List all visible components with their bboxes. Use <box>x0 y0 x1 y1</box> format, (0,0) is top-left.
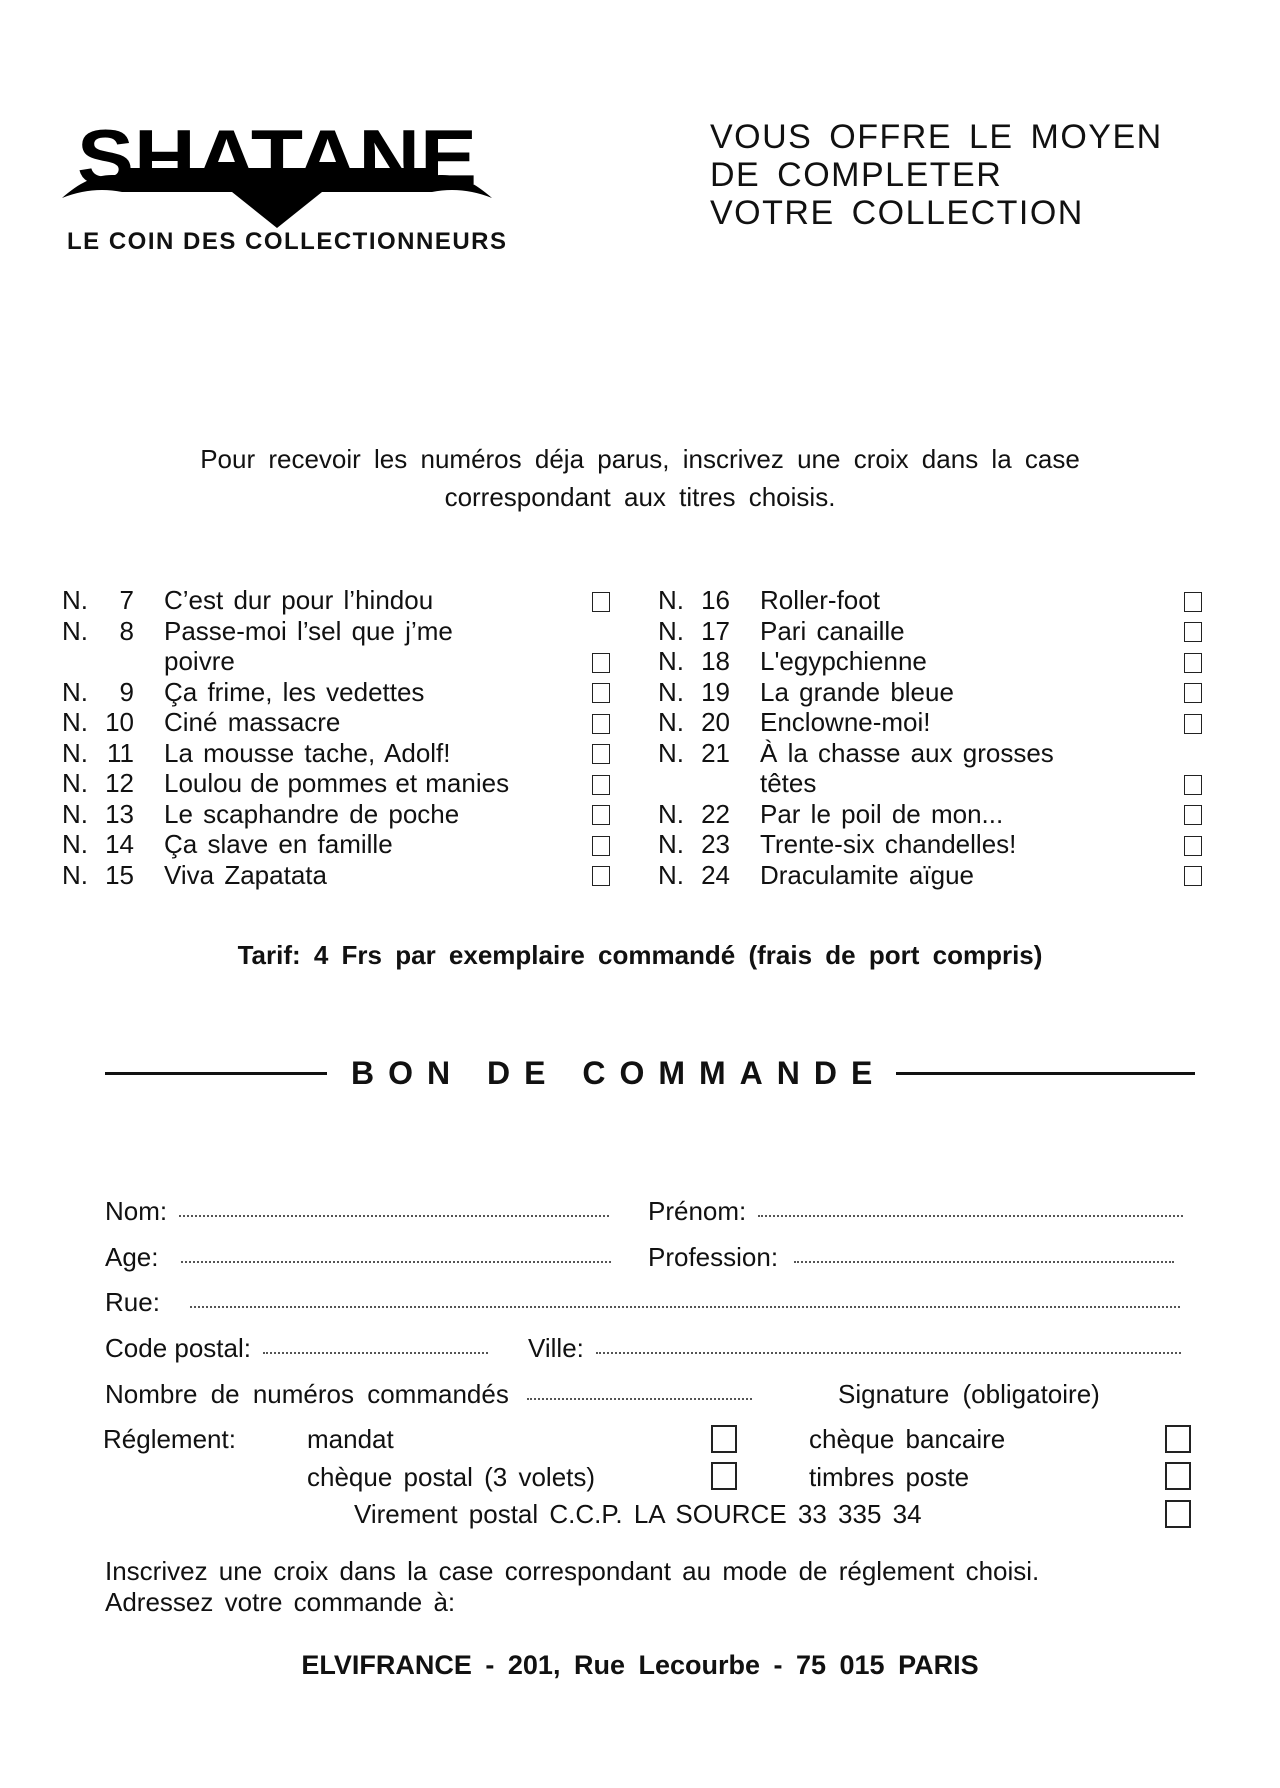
issue-number: 15 <box>105 859 134 890</box>
issue-prefix: N. <box>62 768 88 798</box>
input-profession[interactable] <box>794 1260 1174 1263</box>
payment-option-timbres-poste: timbres poste <box>809 1462 970 1492</box>
issue-item <box>62 616 612 677</box>
issue-number: 8 <box>119 615 134 646</box>
issue-title: Par le poil de mon... <box>760 798 1004 829</box>
offer-line: DE COMPLETER <box>710 156 1003 194</box>
issue-number: 13 <box>105 798 134 829</box>
issue-item <box>62 860 612 891</box>
issue-title: Enclowne-moi! <box>760 707 931 737</box>
issue-number: 18 <box>701 646 730 676</box>
field-signature <box>838 1379 1100 1410</box>
input-nombre[interactable] <box>527 1397 752 1400</box>
issue-prefix: N. <box>62 707 88 737</box>
field-label-nom: Nom: <box>105 1196 168 1226</box>
field-nombre <box>105 1379 752 1410</box>
payment-label: Réglement: <box>103 1424 236 1454</box>
intro-line: Pour recevoir les numéros déja parus, inscrivez une croix dans la case <box>200 444 1080 474</box>
issue-title: Loulou de pommes et manies <box>164 768 510 798</box>
input-nom[interactable] <box>179 1214 609 1217</box>
logo-subtitle: LE COIN DES COLLECTIONNEURS <box>67 228 508 255</box>
issue-prefix: N. <box>62 676 88 707</box>
issue-checkbox[interactable] <box>592 805 610 825</box>
offer-line: VOTRE COLLECTION <box>710 194 1084 232</box>
field-age <box>105 1242 611 1273</box>
issue-title: Pari canaille <box>760 615 905 646</box>
field-label-rue: Rue: <box>105 1287 160 1317</box>
issue-title: Ça slave en famille <box>164 829 393 859</box>
issue-prefix: N. <box>658 615 684 646</box>
order-form-title: BON DE COMMANDE <box>351 1055 887 1091</box>
issue-prefix: N. <box>658 737 684 768</box>
issue-number: 22 <box>701 798 730 829</box>
issue-checkbox[interactable] <box>1184 714 1202 734</box>
issue-item <box>658 860 1204 891</box>
issue-number: 14 <box>105 829 134 859</box>
issue-item <box>62 768 612 799</box>
issue-item <box>62 677 612 708</box>
instruction-line: Inscrivez une croix dans la case correspondant au mode de réglement choisi. <box>105 1556 1040 1586</box>
field-profession <box>648 1242 1174 1273</box>
issue-list-right <box>658 585 1204 890</box>
input-code-postal[interactable] <box>263 1351 488 1354</box>
issue-checkbox[interactable] <box>1184 683 1202 703</box>
issue-checkbox[interactable] <box>592 714 610 734</box>
checkbox-cheque-bancaire[interactable] <box>1165 1425 1191 1453</box>
issue-item <box>62 707 612 738</box>
issue-number: 7 <box>119 585 134 615</box>
issue-prefix: N. <box>658 585 684 615</box>
instruction-line: Adressez votre commande à: <box>105 1587 456 1617</box>
issue-item <box>62 585 612 616</box>
field-label-prenom: Prénom: <box>648 1196 747 1226</box>
tariff-text: Tarif: 4 Frs par exemplaire commandé (frais de port compris) <box>237 940 1043 970</box>
issue-item <box>658 585 1204 616</box>
issue-number: 9 <box>119 676 134 707</box>
issue-item <box>658 829 1204 860</box>
issue-item <box>62 799 612 830</box>
issue-title: À la chasse aux grosses têtes <box>760 737 1054 798</box>
issue-prefix: N. <box>658 798 684 829</box>
issue-title: Draculamite aïgue <box>760 859 974 890</box>
shatane-logo-graphic <box>62 110 492 230</box>
payment-option-cheque-postal: chèque postal (3 volets) <box>307 1462 596 1492</box>
issue-prefix: N. <box>658 859 684 890</box>
issue-title: L'egypchienne <box>760 646 927 676</box>
field-label-profession: Profession: <box>648 1242 779 1272</box>
field-rue <box>105 1287 1180 1318</box>
issue-checkbox[interactable] <box>592 836 610 856</box>
issue-prefix: N. <box>62 737 88 768</box>
issue-title: La grande bleue <box>760 676 954 707</box>
order-form-heading <box>105 1055 1195 1092</box>
issue-item <box>658 738 1204 799</box>
issue-title: La mousse tache, Adolf! <box>164 737 451 768</box>
issue-title: Passe-moi l’sel que j’me poivre <box>164 615 453 676</box>
issue-prefix: N. <box>62 585 88 615</box>
issue-checkbox[interactable] <box>592 744 610 764</box>
issue-number: 19 <box>701 676 730 707</box>
issue-title: Ciné massacre <box>164 707 341 737</box>
payment-option-virement: Virement postal C.C.P. LA SOURCE 33 335 34 <box>354 1499 922 1529</box>
divider-left <box>105 1072 327 1075</box>
issue-title: Le scaphandre de poche <box>164 798 460 829</box>
issue-number: 16 <box>701 585 730 615</box>
issue-title: Ça frime, les vedettes <box>164 676 425 707</box>
checkbox-virement[interactable] <box>1165 1500 1191 1528</box>
field-prenom <box>648 1196 1183 1227</box>
issue-number: 24 <box>701 859 730 890</box>
issue-title: C’est dur pour l’hindou <box>164 585 434 615</box>
issue-prefix: N. <box>62 798 88 829</box>
issue-prefix: N. <box>658 829 684 859</box>
issue-item <box>658 677 1204 708</box>
field-label-age: Age: <box>105 1242 159 1272</box>
issue-prefix: N. <box>62 829 88 859</box>
shatane-logo <box>62 110 492 230</box>
issue-title: Roller-foot <box>760 585 880 615</box>
issue-item <box>62 829 612 860</box>
divider-right <box>896 1072 1195 1075</box>
issue-checkbox[interactable] <box>1184 866 1202 886</box>
field-nom <box>105 1196 609 1227</box>
issue-number: 20 <box>701 707 730 737</box>
issue-checkbox[interactable] <box>1184 805 1202 825</box>
field-label-code-postal: Code postal: <box>105 1333 251 1363</box>
field-code-postal <box>105 1333 488 1364</box>
issue-checkbox[interactable] <box>592 683 610 703</box>
issue-checkbox[interactable] <box>1184 622 1202 642</box>
issue-item <box>658 646 1204 677</box>
issue-prefix: N. <box>658 646 684 676</box>
issue-item <box>658 616 1204 647</box>
input-rue[interactable] <box>190 1305 1180 1308</box>
field-ville <box>528 1333 1181 1364</box>
issue-title: Trente-six chandelles! <box>760 829 1017 859</box>
offer-line: VOUS OFFRE LE MOYEN <box>710 118 1163 156</box>
issue-number: 21 <box>701 737 730 768</box>
issue-checkbox[interactable] <box>1184 653 1202 673</box>
input-prenom[interactable] <box>758 1214 1183 1217</box>
issue-item <box>658 707 1204 738</box>
logo-text: SHATANE <box>77 113 477 201</box>
payment-option-mandat: mandat <box>307 1424 394 1454</box>
issue-prefix: N. <box>658 707 684 737</box>
issue-checkbox[interactable] <box>592 775 610 795</box>
issue-checkbox[interactable] <box>1184 775 1202 795</box>
field-label-ville: Ville: <box>528 1333 584 1363</box>
issue-number: 10 <box>105 707 134 737</box>
issue-number: 17 <box>701 615 730 646</box>
payment-option-cheque-bancaire: chèque bancaire <box>809 1424 1006 1454</box>
issue-list-left <box>62 585 612 890</box>
issue-checkbox[interactable] <box>1184 836 1202 856</box>
issue-checkbox[interactable] <box>592 592 610 612</box>
input-age[interactable] <box>181 1260 611 1263</box>
issue-checkbox[interactable] <box>592 866 610 886</box>
intro-line: correspondant aux titres choisis. <box>444 482 836 512</box>
issue-number: 12 <box>105 768 134 798</box>
issue-number: 23 <box>701 829 730 859</box>
instructions <box>105 1556 1039 1618</box>
field-label-nombre: Nombre de numéros commandés <box>105 1379 509 1409</box>
issue-prefix: N. <box>62 615 88 646</box>
input-ville[interactable] <box>596 1351 1181 1354</box>
issue-number: 11 <box>107 737 134 768</box>
issue-title: Viva Zapatata <box>164 859 327 890</box>
offer-heading <box>710 118 1163 232</box>
issue-item <box>658 799 1204 830</box>
issue-prefix: N. <box>658 676 684 707</box>
checkbox-timbres-poste[interactable] <box>1165 1462 1191 1490</box>
checkbox-mandat[interactable] <box>711 1425 737 1453</box>
mailing-address: ELVIFRANCE - 201, Rue Lecourbe - 75 015 PARIS <box>301 1650 979 1680</box>
checkbox-cheque-postal[interactable] <box>711 1462 737 1490</box>
issue-item <box>62 738 612 769</box>
issue-checkbox[interactable] <box>592 653 610 673</box>
issue-checkbox[interactable] <box>1184 592 1202 612</box>
field-label-signature: Signature (obligatoire) <box>838 1379 1100 1409</box>
issue-prefix: N. <box>62 859 88 890</box>
intro-text <box>80 440 1200 516</box>
